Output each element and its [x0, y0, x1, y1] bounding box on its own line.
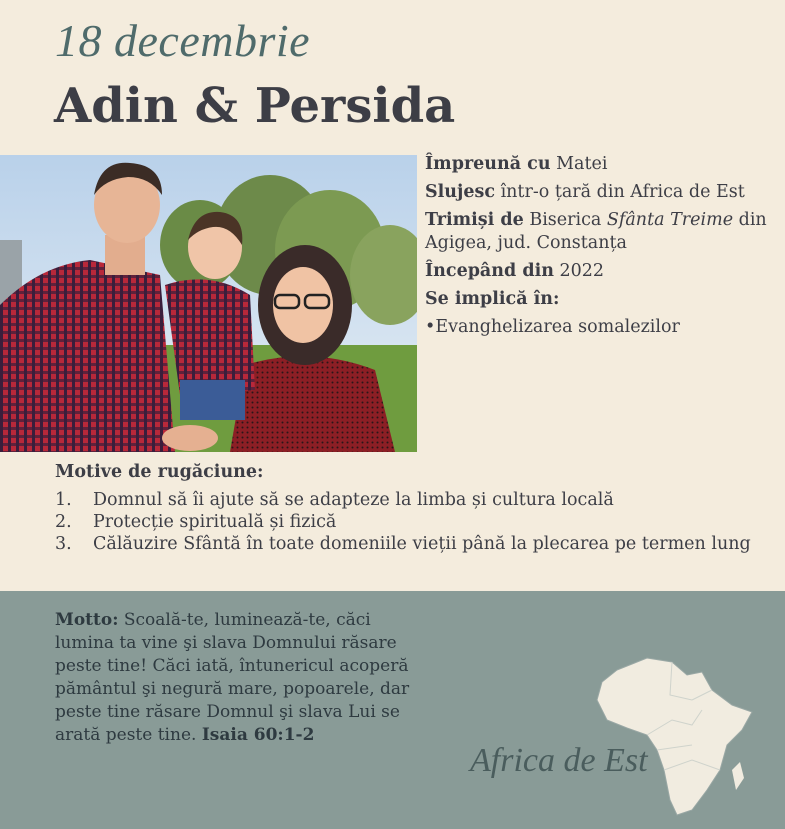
sent-value-2: din Agigea, jud. Constanța: [425, 210, 767, 253]
family-photo: [0, 155, 417, 452]
prayer-list: [55, 489, 770, 555]
prayer-item: [55, 533, 770, 555]
family-names-title: Adin & Persida: [54, 78, 456, 134]
involved-label: Se implică în:: [425, 289, 560, 309]
prayer-title: Motive de rugăciune:: [55, 462, 264, 482]
date-heading: 18 decembrie: [55, 15, 311, 66]
prayer-item-number: 2.: [55, 512, 72, 532]
motto-text: Scoală-te, luminează-te, căci lumina ta vine şi slava Domnului răsare peste tine! Căci iată, întunericul acoperă pământul şi negură mare, popoarele, dar peste tine răsare Domnul şi slava Lui se arată peste tine.: [55, 610, 410, 745]
info-serve: [425, 181, 783, 204]
together-value: Matei: [556, 154, 608, 174]
motto-block: [55, 609, 415, 747]
prayer-item: [55, 489, 770, 511]
sent-label: Trimiși de: [425, 210, 524, 230]
prayer-item-text: Domnul să îi ajute să se adapteze la limba și cultura locală: [93, 490, 614, 510]
since-value: 2022: [559, 261, 605, 281]
prayer-item-number: 1.: [55, 490, 72, 510]
info-involved: [425, 288, 783, 311]
since-label: Începând din: [425, 261, 554, 281]
sent-value-1: Biserica: [529, 210, 602, 230]
involved-item: •Evanghelizarea somalezilor: [425, 317, 680, 337]
serve-value: într-o țară din Africa de Est: [500, 182, 745, 202]
region-label: Africa de Est: [470, 742, 648, 779]
prayer-item-number: 3.: [55, 534, 72, 554]
info-sent: [425, 209, 783, 255]
prayer-item: [55, 511, 770, 533]
family-photo-illustration: [0, 155, 417, 452]
motto-reference: Isaia 60:1-2: [201, 725, 315, 745]
church-name: Sfânta Treime: [606, 210, 734, 230]
motto-label: Motto:: [55, 610, 119, 630]
prayer-item-text: Protecție spirituală și fizică: [93, 512, 337, 532]
serve-label: Slujesc: [425, 182, 495, 202]
together-label: Împreună cu: [425, 154, 551, 174]
missionary-info: [425, 153, 783, 344]
africa-map-icon: [592, 650, 762, 820]
info-together: [425, 153, 783, 176]
prayer-item-text: Călăuzire Sfântă în toate domeniile vieții până la plecarea pe termen lung: [93, 534, 751, 554]
info-since: [425, 260, 783, 283]
